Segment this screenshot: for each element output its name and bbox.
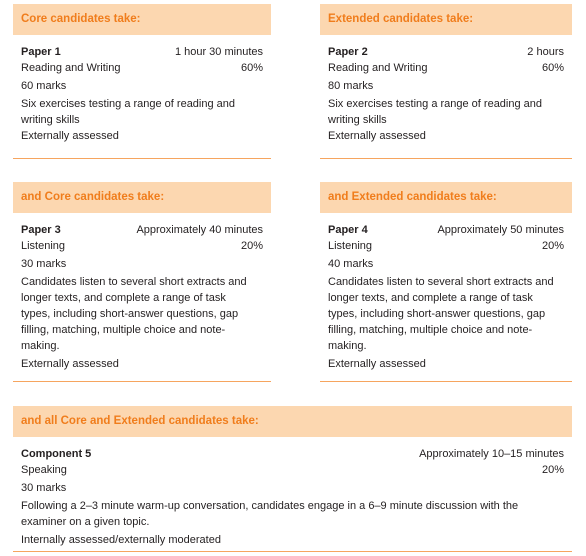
paper-skill: Speaking — [21, 464, 67, 476]
component-5-panel — [13, 406, 572, 548]
paper-marks: 60 marks — [21, 80, 67, 92]
title-row — [21, 222, 263, 238]
description-line: longer texts, and complete a range of task — [328, 292, 533, 304]
paper-assessment: Externally assessed — [21, 130, 119, 142]
paper-weighting: 20% — [240, 240, 263, 252]
description-line: Following a 2–3 minute warm-up conversation, candidates engage in a 6–9 minute discussion with the — [21, 500, 519, 512]
paper-title: Paper 4 — [328, 224, 368, 236]
title-row — [21, 446, 564, 462]
paper-title: Paper 1 — [21, 46, 61, 58]
paper-title: Paper 2 — [328, 46, 368, 58]
panel-header: Core candidates take: — [13, 4, 271, 35]
description-line: filling, matching, multiple choice and note- — [328, 324, 533, 336]
description-line: making. — [21, 340, 60, 352]
paper-duration: 1 hour 30 minutes — [174, 46, 263, 58]
paper-marks: 40 marks — [328, 258, 374, 270]
skill-row — [21, 238, 263, 254]
description-line: Candidates listen to several short extracts and — [328, 276, 554, 288]
paper-duration: Approximately 10–15 minutes — [419, 448, 564, 460]
title-row — [328, 222, 564, 238]
paper-4-panel — [320, 182, 572, 372]
description-line: Six exercises testing a range of reading and — [21, 98, 236, 110]
description-line: examiner on a given topic. — [21, 516, 150, 528]
title-row — [21, 44, 263, 60]
panel-divider — [13, 158, 271, 159]
paper-weighting: 60% — [240, 62, 263, 74]
paper-title: Component 5 — [21, 448, 92, 460]
paper-2-panel — [320, 4, 572, 144]
paper-marks: 30 marks — [21, 258, 67, 270]
panel-header: and all Core and Extended candidates take: — [13, 406, 572, 437]
skill-row — [328, 238, 564, 254]
description-line: making. — [328, 340, 367, 352]
description-line: Candidates listen to several short extracts and — [21, 276, 247, 288]
skill-row — [21, 462, 564, 478]
paper-description — [21, 498, 564, 530]
paper-title: Paper 3 — [21, 224, 61, 236]
paper-assessment: Externally assessed — [328, 130, 426, 142]
paper-marks: 80 marks — [328, 80, 374, 92]
panel-header: Extended candidates take: — [320, 4, 572, 35]
description-line: longer texts, and complete a range of task — [21, 292, 226, 304]
description-line: writing skills — [328, 114, 387, 126]
paper-description — [328, 96, 564, 128]
panel-divider — [13, 551, 572, 552]
paper-duration: Approximately 40 minutes — [136, 224, 263, 236]
paper-description — [328, 274, 564, 354]
paper-skill: Reading and Writing — [328, 62, 428, 74]
paper-description — [21, 96, 263, 128]
panel-header: and Extended candidates take: — [320, 182, 572, 213]
paper-weighting: 60% — [541, 62, 564, 74]
paper-description — [21, 274, 263, 354]
panel-divider — [320, 158, 572, 159]
paper-duration: Approximately 50 minutes — [437, 224, 564, 236]
panel-divider — [320, 381, 572, 382]
description-line: types, including short-answer questions, gap — [328, 308, 546, 320]
paper-duration: 2 hours — [527, 46, 564, 58]
panel-body — [13, 35, 271, 144]
paper-1-panel — [13, 4, 271, 144]
paper-skill: Listening — [328, 240, 373, 252]
paper-weighting: 20% — [541, 464, 564, 476]
panel-divider — [13, 381, 271, 382]
paper-3-panel — [13, 182, 271, 372]
paper-skill: Reading and Writing — [21, 62, 121, 74]
panel-body — [13, 437, 572, 548]
paper-assessment: Internally assessed/externally moderated — [21, 534, 221, 546]
paper-assessment: Externally assessed — [21, 358, 119, 370]
description-line: writing skills — [21, 114, 80, 126]
paper-weighting: 20% — [541, 240, 564, 252]
panel-body — [320, 213, 572, 372]
paper-skill: Listening — [21, 240, 66, 252]
panel-body — [320, 35, 572, 144]
title-row — [328, 44, 564, 60]
skill-row — [21, 60, 263, 76]
skill-row — [328, 60, 564, 76]
description-line: filling, matching, multiple choice and note- — [21, 324, 226, 336]
description-line: types, including short-answer questions, gap — [21, 308, 239, 320]
description-line: Six exercises testing a range of reading and — [328, 98, 543, 110]
panel-header: and Core candidates take: — [13, 182, 271, 213]
panel-body — [13, 213, 271, 372]
paper-assessment: Externally assessed — [328, 358, 426, 370]
paper-marks: 30 marks — [21, 482, 67, 494]
